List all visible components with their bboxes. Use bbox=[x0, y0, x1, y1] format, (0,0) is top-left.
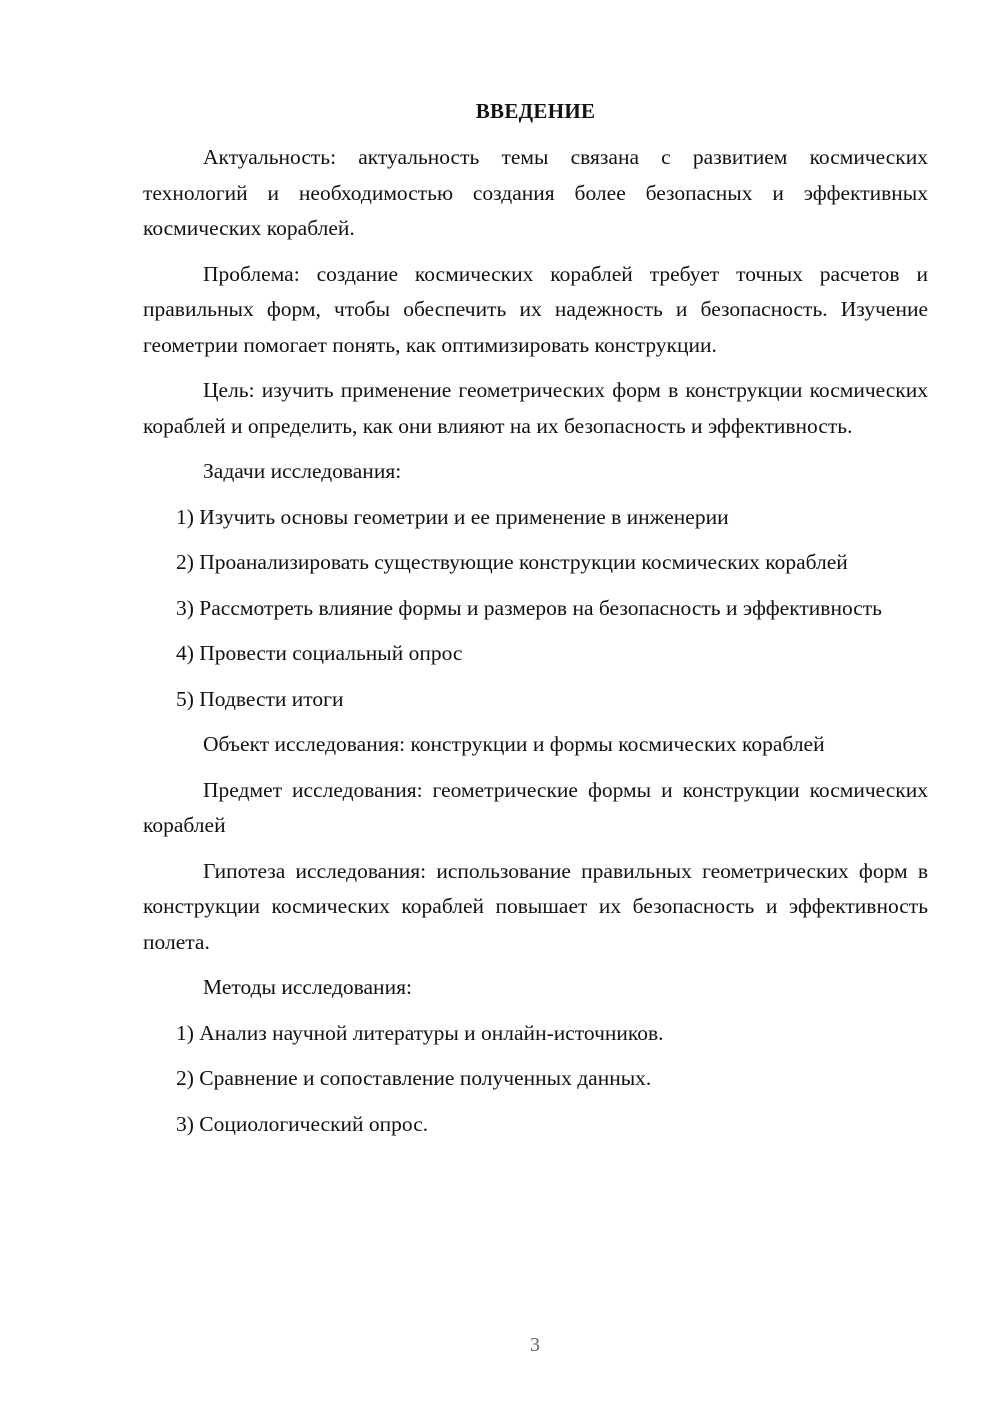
paragraph-tasks-heading: Задачи исследования: bbox=[203, 459, 402, 483]
task-item-2: 2) Проанализировать существующие конструкции космических кораблей bbox=[176, 550, 848, 574]
task-item-3: 3) Рассмотреть влияние формы и размеров на безопасность и эффективность bbox=[176, 595, 882, 620]
paragraph-goal: Цель: изучить применение геометрических форм в конструкции космических кораблей и определить, как они влияют на их безопасность и эффективность. bbox=[143, 378, 928, 438]
task-item-4: 4) Провести социальный опрос bbox=[176, 641, 463, 665]
task-item-5: 5) Подвести итоги bbox=[176, 686, 344, 711]
page-number: 3 bbox=[530, 1334, 540, 1356]
paragraph-hypothesis: Гипотеза исследования: использование правильных геометрических форм в конструкции космических кораблей повышает их безопасность и эффективность полета. bbox=[143, 858, 928, 954]
paragraph-methods-heading: Методы исследования: bbox=[203, 975, 412, 999]
method-item-2: 2) Сравнение и сопоставление полученных данных. bbox=[176, 1066, 652, 1090]
document-page bbox=[143, 96, 928, 1152]
paragraph-subject: Предмет исследования: геометрические формы и конструкции космических кораблей bbox=[143, 777, 928, 837]
paragraph-object: Объект исследования: конструкции и формы космических кораблей bbox=[203, 732, 825, 756]
method-item-3: 3) Социологический опрос. bbox=[176, 1111, 429, 1136]
task-item-1: 1) Изучить основы геометрии и ее применение в инженерии bbox=[176, 504, 729, 529]
paragraph-relevance: Актуальность: актуальность темы связана с развитием космических технологий и необходимостью создания более безопасных и эффективных космических кораблей. bbox=[143, 145, 928, 240]
method-item-1: 1) Анализ научной литературы и онлайн-источников. bbox=[176, 1020, 664, 1045]
section-title: ВВЕДЕНИЕ bbox=[475, 99, 596, 123]
paragraph-problem: Проблема: создание космических кораблей требует точных расчетов и правильных форм, чтобы обеспечить их надежность и безопасность. Изучение геометрии помогает понять, как оптимизировать конструкции. bbox=[143, 261, 928, 357]
